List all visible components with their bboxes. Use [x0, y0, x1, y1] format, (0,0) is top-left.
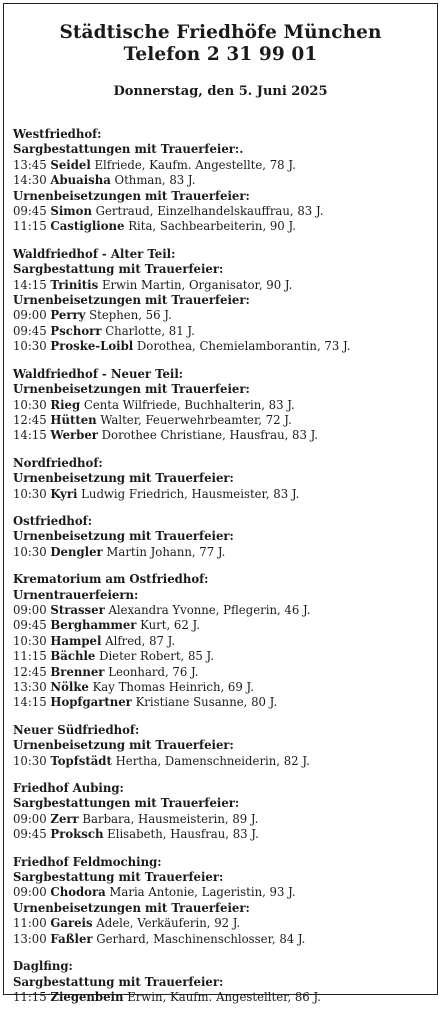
schedule-entry	[13, 812, 431, 827]
schedule-entry	[13, 308, 431, 323]
entry-time: 11:15	[13, 989, 47, 1004]
entry-time: 14:15	[13, 428, 47, 443]
entry-surname: Nölke	[50, 680, 89, 694]
entry-surname: Faßler	[50, 931, 93, 946]
entry-details: Alexandra Yvonne, Pflegerin, 46 J.	[108, 602, 311, 617]
cemetery-name: Ostfriedhof:	[13, 513, 93, 528]
ceremony-category: Sargbestattungen mit Trauerfeier:.	[13, 142, 244, 157]
entry-time: 10:30	[13, 544, 47, 559]
cemetery-name: Friedhof Feldmoching:	[13, 854, 162, 869]
entry-details: Kay Thomas Heinrich, 69 J.	[92, 680, 254, 694]
schedule-entry	[13, 603, 431, 618]
cemetery-name: Daglfing:	[13, 959, 73, 974]
schedule-entry	[13, 618, 431, 633]
cemetery-name: Nordfriedhof:	[13, 455, 103, 470]
entry-surname: Zerr	[50, 811, 79, 826]
entry-details: Dorothea, Chemielamborantin, 73 J.	[136, 339, 351, 354]
entry-time: 09:00	[13, 308, 47, 323]
cemetery-name: Waldfriedhof - Alter Teil:	[13, 246, 176, 261]
ceremony-category: Urnenbeisetzungen mit Trauerfeier:	[13, 188, 250, 203]
entry-surname: Hopfgartner	[50, 695, 132, 710]
cemetery-section	[13, 367, 431, 444]
cemetery-name: Neuer Südfriedhof:	[13, 722, 140, 737]
cemetery-section	[13, 247, 431, 355]
schedule-entry	[13, 932, 431, 947]
entry-surname: Bächle	[50, 649, 96, 664]
schedule-entry	[13, 324, 431, 339]
schedule-entry	[13, 173, 431, 188]
cemetery-section	[13, 959, 431, 1005]
entry-details: Walter, Feuerwehrbeamter, 72 J.	[100, 412, 292, 427]
cemetery-section	[13, 572, 431, 711]
entry-surname: Chodora	[50, 885, 106, 900]
entry-details: Dorothee Christiane, Hausfrau, 83 J.	[101, 428, 319, 443]
entry-surname: Strasser	[50, 602, 105, 617]
cemetery-name: Waldfriedhof - Neuer Teil:	[13, 366, 184, 381]
entry-time: 10:30	[13, 753, 47, 768]
entry-time: 11:15	[13, 219, 47, 234]
entry-surname: Berghammer	[50, 618, 137, 633]
schedule-entry	[13, 990, 431, 1005]
entry-surname: Hütten	[50, 412, 97, 427]
schedule-entry	[13, 413, 431, 428]
entry-time: 10:30	[13, 486, 47, 501]
entry-details: Ludwig Friedrich, Hausmeister, 83 J.	[81, 486, 300, 501]
entry-surname: Castiglione	[50, 219, 125, 234]
cemetery-section	[13, 723, 431, 769]
ceremony-category: Urnenbeisetzungen mit Trauerfeier:	[13, 293, 250, 308]
entry-details: Elfriede, Kaufm. Angestellte, 78 J.	[94, 157, 296, 172]
ceremony-category: Sargbestattung mit Trauerfeier:	[13, 974, 224, 989]
entry-surname: Werber	[50, 428, 98, 443]
schedule-entry	[13, 158, 431, 173]
schedule-entry	[13, 665, 431, 680]
entry-surname: Topfstädt	[50, 753, 112, 768]
schedule-entry	[13, 916, 431, 931]
entry-details: Dieter Robert, 85 J.	[99, 649, 215, 664]
entry-time: 09:45	[13, 827, 47, 842]
entry-details: Leonhard, 76 J.	[108, 664, 199, 679]
entry-time: 12:45	[13, 664, 47, 679]
schedule-entry	[13, 428, 431, 443]
cemetery-section	[13, 781, 431, 843]
entry-time: 14:30	[13, 173, 47, 188]
notice-date: Donnerstag, den 5. Juni 2025	[113, 84, 328, 99]
entry-details: Erwin Martin, Organisator, 90 J.	[101, 277, 293, 292]
entry-details: Charlotte, 81 J.	[105, 323, 195, 338]
entry-time: 14:15	[13, 277, 47, 292]
entry-details: Adele, Verkäuferin, 92 J.	[96, 916, 241, 931]
schedule-entry	[13, 545, 431, 560]
entry-surname: Simon	[50, 204, 92, 219]
ceremony-category: Urnenbeisetzung mit Trauerfeier:	[13, 471, 234, 486]
ceremony-category: Urnenbeisetzungen mit Trauerfeier:	[13, 382, 250, 397]
entry-time: 09:45	[13, 618, 47, 633]
cemetery-section	[13, 855, 431, 947]
entry-details: Erwin, Kaufm. Angestellter, 86 J.	[127, 989, 321, 1004]
schedule-entry	[13, 827, 431, 842]
schedule-entry	[13, 754, 431, 769]
entry-surname: Rieg	[50, 397, 81, 412]
cemetery-name: Krematorium am Ostfriedhof:	[13, 572, 209, 587]
entry-details: Kristiane Susanne, 80 J.	[135, 695, 278, 710]
notice-frame	[3, 3, 438, 1004]
schedule-entry	[13, 219, 431, 234]
entry-surname: Kyri	[50, 486, 78, 501]
entry-details: Elisabeth, Hausfrau, 83 J.	[107, 827, 259, 842]
ceremony-category: Urnenbeisetzung mit Trauerfeier:	[13, 529, 234, 544]
entry-details: Centa Wilfriede, Buchhalterin, 83 J.	[83, 397, 295, 412]
entry-details: Barbara, Hausmeisterin, 89 J.	[82, 811, 259, 826]
schedule-entry	[13, 695, 431, 710]
entry-surname: Pschorr	[50, 323, 102, 338]
entry-surname: Ziegenbein	[50, 989, 124, 1004]
entry-time: 09:00	[13, 885, 47, 900]
schedule-entry	[13, 398, 431, 413]
schedule-entry	[13, 649, 431, 664]
entry-surname: Proksch	[50, 827, 104, 842]
entry-surname: Dengler	[50, 544, 103, 559]
entry-surname: Hampel	[50, 633, 102, 648]
entry-surname: Proske-Loibl	[50, 339, 134, 354]
entry-time: 13:45	[13, 157, 47, 172]
title-line-1: Städtische Friedhöfe München	[59, 22, 382, 43]
entry-time: 12:45	[13, 412, 47, 427]
entry-details: Kurt, 62 J.	[140, 618, 200, 633]
entry-time: 14:15	[13, 695, 47, 710]
entry-details: Maria Antonie, Lageristin, 93 J.	[109, 885, 296, 900]
entry-time: 09:45	[13, 323, 47, 338]
entry-surname: Brenner	[50, 664, 105, 679]
schedule-entry	[13, 204, 431, 219]
entry-surname: Perry	[50, 308, 86, 323]
cemetery-section	[13, 514, 431, 560]
entry-time: 10:30	[13, 633, 47, 648]
entry-details: Rita, Sachbearbeiterin, 90 J.	[128, 219, 296, 234]
entry-details: Hertha, Damenschneiderin, 82 J.	[115, 753, 310, 768]
entry-details: Gertraud, Einzelhandelskauffrau, 83 J.	[95, 204, 324, 219]
schedule-entry	[13, 487, 431, 502]
ceremony-category: Sargbestattungen mit Trauerfeier:	[13, 796, 240, 811]
cemetery-section	[13, 456, 431, 502]
ceremony-category: Urnenbeisetzung mit Trauerfeier:	[13, 738, 234, 753]
entry-details: Gerhard, Maschinenschlosser, 84 J.	[96, 931, 306, 946]
entry-time: 09:45	[13, 204, 47, 219]
ceremony-category: Sargbestattung mit Trauerfeier:	[13, 870, 224, 885]
schedule-entry	[13, 339, 431, 354]
entry-surname: Seidel	[50, 157, 91, 172]
cemetery-name: Friedhof Aubing:	[13, 781, 124, 796]
ceremony-category: Sargbestattung mit Trauerfeier:	[13, 262, 224, 277]
ceremony-category: Urnentrauerfeiern:	[13, 587, 139, 602]
entry-details: Othman, 83 J.	[114, 173, 196, 188]
entry-surname: Trinitis	[50, 277, 99, 292]
entry-time: 11:15	[13, 649, 47, 664]
entry-surname: Abuaisha	[50, 173, 111, 188]
entry-time: 11:00	[13, 916, 47, 931]
entry-surname: Gareis	[50, 916, 93, 931]
entry-time: 13:30	[13, 680, 47, 694]
schedule-entry	[13, 885, 431, 900]
entry-time: 10:30	[13, 339, 47, 354]
schedule-entry	[13, 680, 431, 695]
entry-details: Stephen, 56 J.	[89, 308, 172, 323]
cemetery-name: Westfriedhof:	[13, 127, 102, 141]
entry-details: Martin Johann, 77 J.	[106, 544, 226, 559]
schedule-entry	[13, 634, 431, 649]
title-line-2: Telefon 2 31 99 01	[123, 44, 318, 65]
entry-time: 09:00	[13, 602, 47, 617]
entry-time: 09:00	[13, 811, 47, 826]
cemetery-section	[13, 127, 431, 235]
funeral-schedule	[13, 127, 431, 1017]
entry-time: 10:30	[13, 397, 47, 412]
entry-details: Alfred, 87 J.	[105, 633, 176, 648]
schedule-entry	[13, 278, 431, 293]
entry-time: 13:00	[13, 931, 47, 946]
notice-header	[4, 4, 437, 99]
ceremony-category: Urnenbeisetzungen mit Trauerfeier:	[13, 900, 250, 915]
